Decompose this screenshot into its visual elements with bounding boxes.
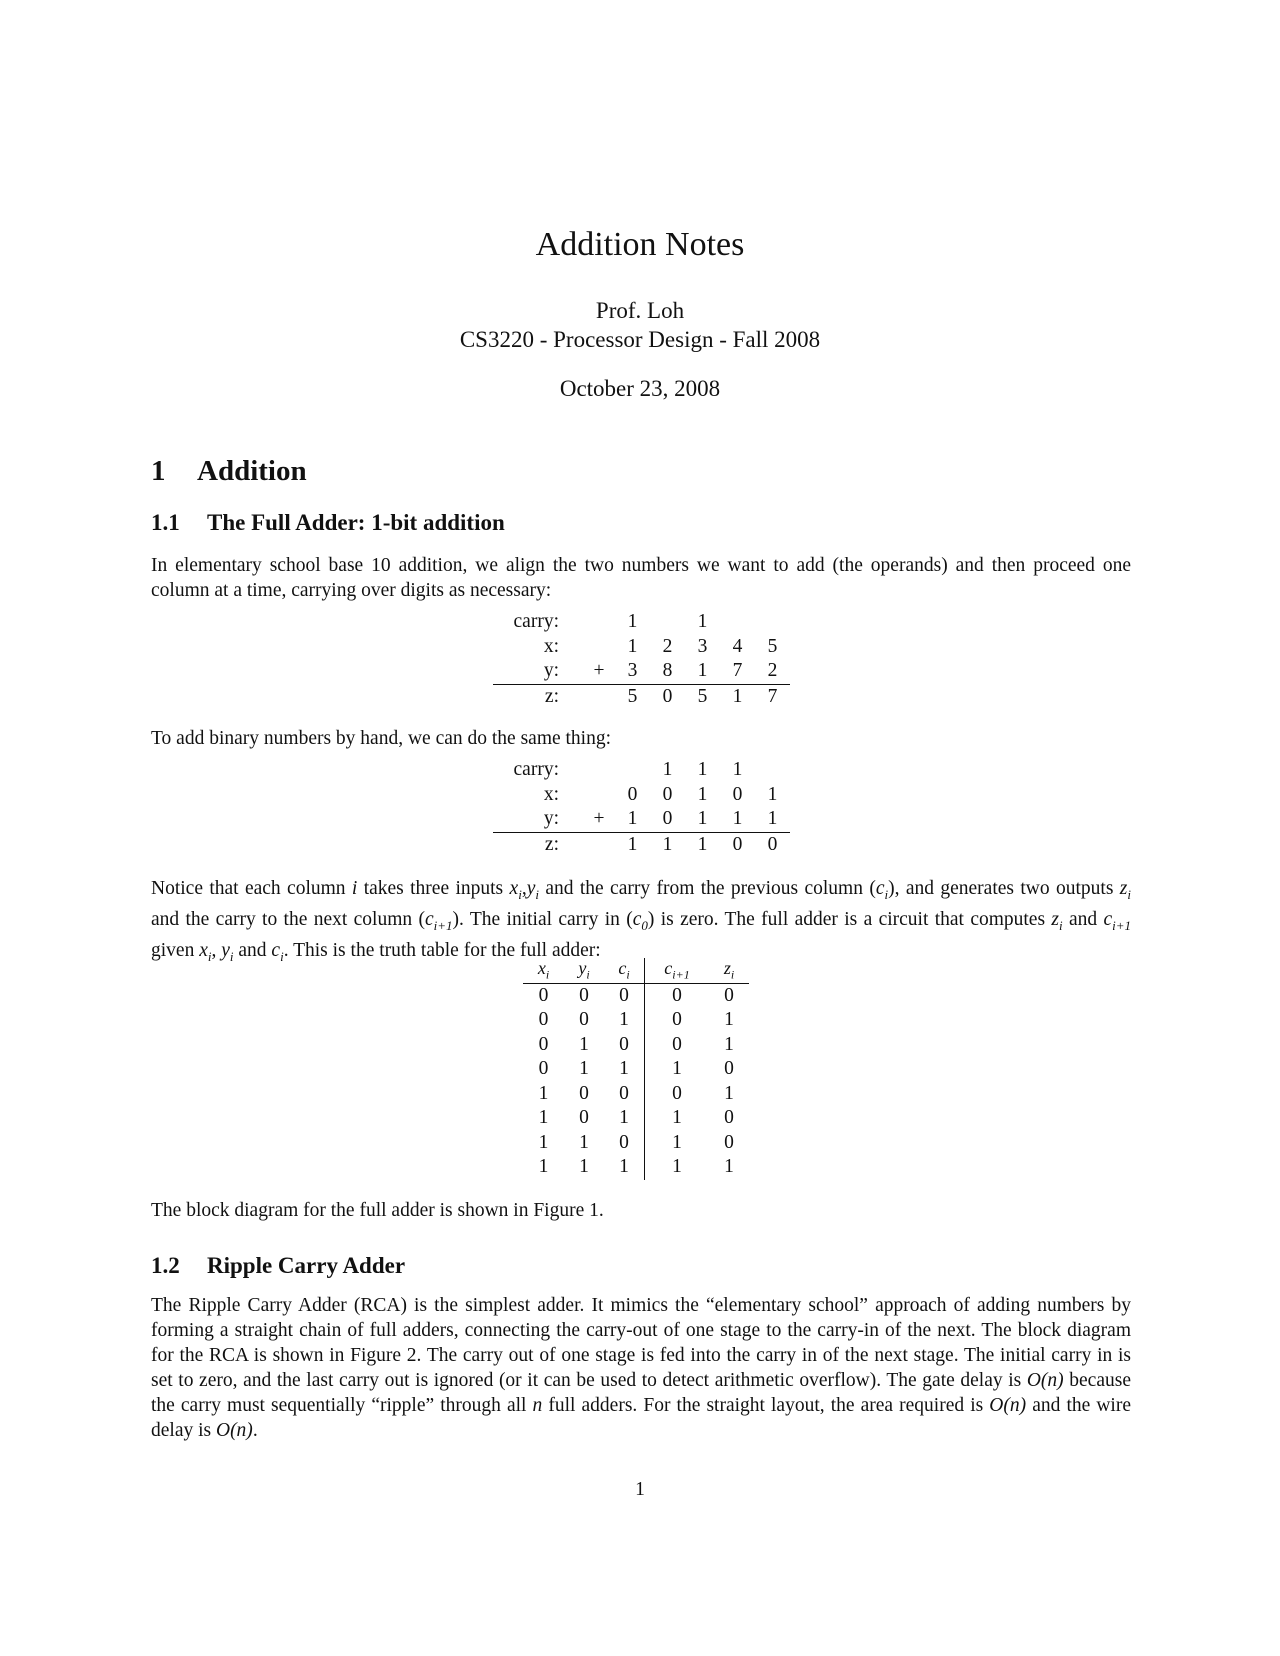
- digit-cell: 1: [720, 684, 755, 709]
- digit-cell: 0: [650, 684, 685, 709]
- digit-cell: 1: [650, 832, 685, 857]
- truth-table-row: [523, 1082, 749, 1107]
- digit-cell: 0: [720, 832, 755, 857]
- operator: [583, 610, 615, 635]
- digit-cell: 0: [662, 783, 673, 805]
- truth-table-row: [523, 1033, 749, 1058]
- truth-table-cell: 1: [538, 1156, 549, 1178]
- digit-cell: 1: [697, 660, 708, 682]
- decimal-row: [493, 659, 790, 684]
- truth-table-cell: 0: [579, 1107, 589, 1129]
- truth-table-cell: 1: [604, 1106, 645, 1131]
- digit-cell: 1: [732, 759, 743, 781]
- truth-table-cell: 1: [579, 1131, 589, 1153]
- digit-cell: 2: [767, 660, 778, 682]
- truth-table-cell: 0: [604, 983, 645, 1008]
- truth-table-cell: 0: [579, 1009, 589, 1031]
- truth-table-cell: 0: [724, 1058, 734, 1080]
- author: Prof. Loh: [595, 298, 685, 323]
- digit-cell: 1: [767, 783, 778, 805]
- operator: [583, 635, 615, 660]
- truth-table-cell: 0: [538, 1033, 549, 1055]
- digit-cell: 5: [615, 684, 650, 709]
- header-zi: $z_i$: [709, 958, 749, 983]
- truth-table-cell: 1: [672, 1058, 682, 1080]
- operator: +: [593, 808, 605, 830]
- subsection-title: Ripple Carry Adder: [207, 1253, 406, 1278]
- digit-cell: 1: [697, 759, 708, 781]
- operator: [583, 832, 615, 857]
- digit-cell: [615, 758, 650, 783]
- digit-cell: 1: [697, 611, 708, 633]
- row-label: x:: [543, 635, 559, 657]
- decimal-row: [493, 684, 790, 709]
- document-title: Addition Notes: [535, 226, 745, 263]
- binary-row: [493, 783, 790, 808]
- full-adder-truth-table: [523, 958, 749, 1180]
- truth-table-cell: 0: [724, 984, 734, 1006]
- truth-table-row: [523, 1008, 749, 1033]
- operator: [583, 758, 615, 783]
- truth-table-cell: 1: [672, 1156, 682, 1178]
- digit-cell: 1: [627, 611, 638, 633]
- digit-cell: 0: [662, 808, 673, 830]
- truth-table-cell: 0: [538, 1009, 549, 1031]
- truth-table-cell: 0: [604, 1033, 645, 1058]
- truth-table-row: [523, 1155, 749, 1180]
- binary-row: [493, 807, 790, 832]
- digit-cell: [720, 610, 755, 635]
- digit-cell: 3: [627, 660, 638, 682]
- decimal-row: [493, 635, 790, 660]
- truth-table-cell: 1: [538, 1131, 549, 1153]
- paragraph-full-adder-description: Notice that each column i takes three inputs $x_i,y_i$ and the carry from the previous column $(c_i)$, and generates two outputs $z_i$ and the carry to the next column $(c_{i+1})$. The initial carry in $(c_0)$ is zero. The full adder is a circuit that computes $z_i$ and $c_{i+1}$ given $x_i$, $y_i$ and $c_i$. This is the truth table for the full adder:: [151, 878, 1132, 964]
- digit-cell: [755, 610, 790, 635]
- paragraph-ripple-carry-description: The Ripple Carry Adder (RCA) is the simplest adder. It mimics the “elementary school” approach of adding numbers by forming a straight chain of full adders, connecting the carry-out of one stage to the carry-in of the next. The block diagram for the RCA is shown in Figure 2. The carry out of one stage is fed into the carry in of the next stage. The initial carry in is set to zero, and the last carry out is ignored (or it can be used to detect arithmetic overflow). The gate delay is O(n) because the carry must sequentially “ripple” through all n full adders. For the straight layout, the area required is O(n) and the wire delay is O(n).: [151, 1295, 1131, 1441]
- digit-cell: 1: [697, 783, 708, 805]
- digit-cell: 5: [685, 684, 720, 709]
- binary-row: [493, 758, 790, 783]
- digit-cell: 0: [755, 832, 790, 857]
- truth-table-cell: 0: [672, 1082, 682, 1104]
- truth-table-cell: 0: [724, 1131, 734, 1153]
- operator: +: [593, 660, 605, 682]
- operator: [583, 783, 615, 808]
- row-label: y:: [543, 808, 559, 830]
- truth-table-cell: 1: [672, 1107, 682, 1129]
- digit-cell: [755, 758, 790, 783]
- row-label: x:: [543, 783, 559, 805]
- truth-table-cell: 0: [604, 1082, 645, 1107]
- digit-cell: 1: [697, 808, 708, 830]
- row-label: carry:: [513, 759, 559, 781]
- truth-table-cell: 0: [724, 1107, 734, 1129]
- truth-table-cell: 0: [579, 984, 589, 1006]
- truth-table-cell: 1: [604, 1057, 645, 1082]
- course: CS3220 - Processor Design - Fall 2008: [459, 327, 821, 352]
- row-label: z:: [493, 684, 583, 709]
- truth-table-cell: 0: [672, 1009, 682, 1031]
- truth-table-cell: 1: [724, 1156, 734, 1178]
- truth-table-cell: 0: [672, 984, 682, 1006]
- truth-table-cell: 1: [604, 1008, 645, 1033]
- truth-table-cell: 0: [538, 1058, 549, 1080]
- header-yi: $y_i$: [564, 958, 604, 983]
- truth-table-cell: 1: [579, 1058, 589, 1080]
- date: October 23, 2008: [559, 376, 721, 401]
- header-xi: $x_i$: [523, 958, 564, 983]
- binary-addition-example: [493, 758, 790, 857]
- truth-table-row: [523, 1057, 749, 1082]
- truth-table-cell: 0: [672, 1033, 682, 1055]
- paragraph-decimal-intro: In elementary school base 10 addition, we align the two numbers we want to add (the operands) and then proceed one column at a time, carrying over digits as necessary:: [151, 555, 1131, 601]
- truth-table-row: [523, 983, 749, 1008]
- decimal-addition-example: [493, 610, 790, 709]
- row-label: carry:: [513, 611, 559, 633]
- digit-cell: 7: [732, 660, 743, 682]
- row-label: z:: [493, 832, 583, 857]
- digit-cell: 1: [627, 635, 638, 657]
- truth-table-cell: 1: [724, 1009, 734, 1031]
- digit-cell: 8: [662, 660, 673, 682]
- truth-table-cell: 1: [724, 1033, 734, 1055]
- digit-cell: 1: [767, 808, 778, 830]
- page-number: 1: [635, 1479, 645, 1500]
- digit-cell: 3: [697, 635, 708, 657]
- subsection-heading-ripple-carry: [151, 1253, 405, 1279]
- digit-cell: 2: [662, 635, 673, 657]
- subsection-number: 1.2: [151, 1253, 180, 1278]
- truth-table-row: [523, 1106, 749, 1131]
- digit-cell: 1: [732, 808, 743, 830]
- truth-table-cell: 1: [538, 1107, 549, 1129]
- digit-cell: 1: [627, 808, 638, 830]
- truth-table-row: [523, 1131, 749, 1156]
- section-number: 1: [151, 455, 166, 487]
- digit-cell: 1: [685, 832, 720, 857]
- binary-row: [493, 832, 790, 857]
- digit-cell: 1: [615, 832, 650, 857]
- header-ci: $c_i$: [604, 958, 645, 983]
- digit-cell: 7: [755, 684, 790, 709]
- digit-cell: 0: [627, 783, 638, 805]
- truth-table-cell: 1: [672, 1131, 682, 1153]
- truth-table-cell: 1: [579, 1033, 589, 1055]
- header-ci1: $c_{i+1}$: [645, 958, 710, 983]
- subsection-title: The Full Adder: 1-bit addition: [207, 510, 505, 535]
- digit-cell: 4: [732, 635, 743, 657]
- truth-table-cell: 1: [724, 1082, 734, 1104]
- digit-cell: [650, 610, 685, 635]
- truth-table-header: [523, 958, 749, 983]
- digit-cell: 1: [662, 759, 673, 781]
- decimal-row: [493, 610, 790, 635]
- paragraph-block-diagram-ref: The block diagram for the full adder is shown in Figure 1.: [151, 1200, 604, 1221]
- truth-table-cell: 0: [538, 984, 549, 1006]
- operator: [583, 684, 615, 709]
- truth-table-cell: 0: [604, 1131, 645, 1156]
- digit-cell: 5: [767, 635, 778, 657]
- subsection-number: 1.1: [151, 510, 180, 535]
- section-heading-addition: [151, 455, 307, 488]
- truth-table-cell: 1: [579, 1156, 589, 1178]
- section-title: Addition: [197, 455, 307, 487]
- paragraph-binary-intro: To add binary numbers by hand, we can do the same thing:: [151, 728, 612, 749]
- row-label: y:: [543, 660, 559, 682]
- digit-cell: 0: [732, 783, 743, 805]
- subsection-heading-full-adder: [151, 510, 505, 536]
- truth-table-cell: 1: [538, 1082, 549, 1104]
- truth-table-cell: 1: [604, 1155, 645, 1180]
- truth-table-cell: 0: [579, 1082, 589, 1104]
